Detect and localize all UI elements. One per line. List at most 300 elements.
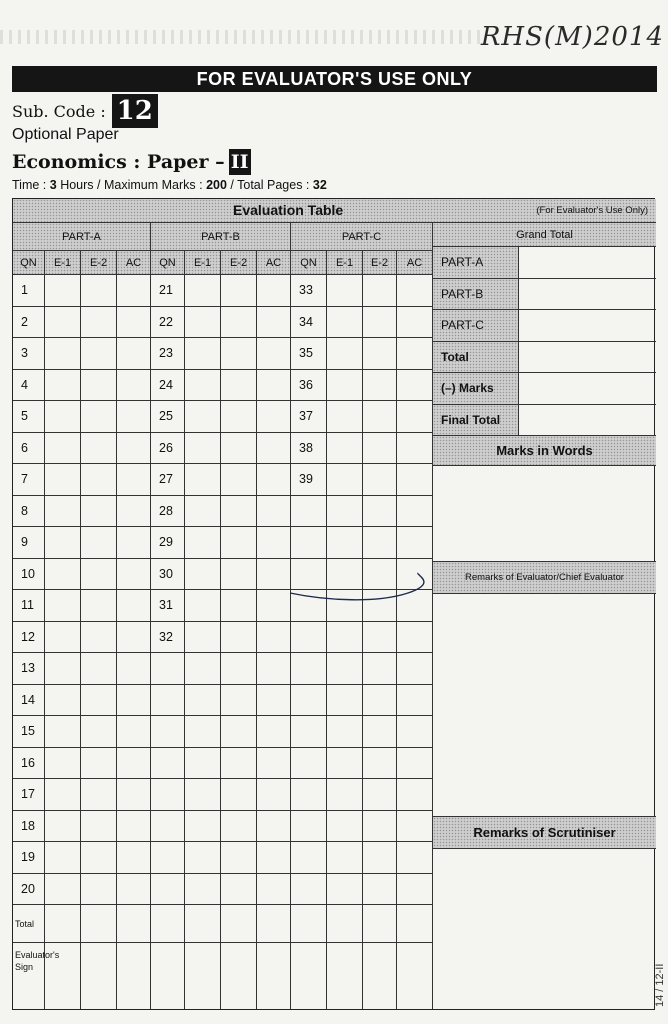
mark-cell[interactable]: [221, 464, 257, 496]
question-number: 39: [291, 464, 327, 496]
question-number: 13: [13, 653, 45, 685]
side-page-code: 14 / 12-II: [654, 963, 666, 1007]
question-number: 4: [13, 370, 45, 402]
total-cell[interactable]: [151, 905, 185, 943]
paper-title: [12, 148, 251, 176]
mark-cell[interactable]: [221, 748, 257, 780]
mark-cell[interactable]: [221, 496, 257, 528]
mark-cell[interactable]: [81, 275, 117, 307]
question-number: 7: [13, 464, 45, 496]
grand-row-label: (–) Marks: [433, 373, 519, 405]
question-number: 23: [151, 338, 185, 370]
mark-cell[interactable]: [397, 811, 433, 843]
total-cell[interactable]: [45, 905, 81, 943]
mark-cell[interactable]: [45, 401, 81, 433]
mark-cell[interactable]: [81, 433, 117, 465]
pen-stroke-mark: [288, 571, 448, 611]
sub-code-box: 12: [112, 94, 158, 128]
mark-cell[interactable]: [185, 842, 221, 874]
mark-cell[interactable]: [221, 874, 257, 906]
grand-row-label: PART-A: [433, 247, 519, 279]
mark-cell[interactable]: [397, 685, 433, 717]
mark-cell[interactable]: [45, 527, 81, 559]
mark-cell[interactable]: [257, 748, 291, 780]
mark-cell[interactable]: [363, 874, 397, 906]
question-number: [291, 527, 327, 559]
mark-cell[interactable]: [117, 622, 151, 654]
mark-cell[interactable]: [45, 433, 81, 465]
mark-cell[interactable]: [397, 275, 433, 307]
mark-cell[interactable]: [397, 433, 433, 465]
question-number: 18: [13, 811, 45, 843]
mark-cell[interactable]: [185, 811, 221, 843]
total-cell[interactable]: [327, 905, 363, 943]
mark-cell[interactable]: [185, 716, 221, 748]
remarks-scrutiniser-header: Remarks of Scrutiniser: [433, 817, 656, 849]
mark-cell[interactable]: [327, 464, 363, 496]
mark-cell[interactable]: [257, 622, 291, 654]
column-header-e-2: E-2: [363, 251, 397, 275]
question-number: 34: [291, 307, 327, 339]
evaluator-sign-label: Evaluator's Sign: [13, 943, 45, 1009]
evaluation-table: [12, 198, 655, 1010]
mark-cell[interactable]: [397, 779, 433, 811]
question-number: [291, 842, 327, 874]
mark-cell[interactable]: [45, 653, 81, 685]
mark-cell[interactable]: [185, 779, 221, 811]
mark-cell[interactable]: [221, 559, 257, 591]
mark-cell[interactable]: [81, 622, 117, 654]
mark-cell[interactable]: [363, 748, 397, 780]
question-number: [291, 496, 327, 528]
sign-cell[interactable]: [45, 943, 81, 1009]
mark-cell[interactable]: [185, 748, 221, 780]
mark-cell[interactable]: [257, 370, 291, 402]
mark-cell[interactable]: [185, 401, 221, 433]
question-number: 1: [13, 275, 45, 307]
question-number: 27: [151, 464, 185, 496]
mark-cell[interactable]: [45, 307, 81, 339]
mark-cell[interactable]: [327, 370, 363, 402]
mark-cell[interactable]: [81, 779, 117, 811]
question-number: 10: [13, 559, 45, 591]
mark-cell[interactable]: [363, 338, 397, 370]
grand-total-header: Grand Total: [433, 223, 656, 247]
question-number: 8: [13, 496, 45, 528]
question-number: 22: [151, 307, 185, 339]
mark-cell[interactable]: [81, 874, 117, 906]
total-cell[interactable]: [81, 905, 117, 943]
question-number: [151, 653, 185, 685]
mark-cell[interactable]: [257, 464, 291, 496]
mark-cell[interactable]: [185, 527, 221, 559]
mark-cell[interactable]: [117, 874, 151, 906]
mark-cell[interactable]: [221, 622, 257, 654]
remarks-evaluator-field[interactable]: [433, 594, 656, 817]
sign-cell[interactable]: [363, 943, 397, 1009]
mark-cell[interactable]: [327, 748, 363, 780]
mark-cell[interactable]: [257, 653, 291, 685]
mark-cell[interactable]: [45, 496, 81, 528]
mark-cell[interactable]: [117, 842, 151, 874]
mark-cell[interactable]: [257, 307, 291, 339]
mark-cell[interactable]: [45, 275, 81, 307]
mark-cell[interactable]: [327, 874, 363, 906]
mark-cell[interactable]: [117, 653, 151, 685]
mark-cell[interactable]: [257, 874, 291, 906]
question-number: [291, 874, 327, 906]
mark-cell[interactable]: [117, 401, 151, 433]
total-pages-value: 32: [312, 178, 327, 192]
sub-code-label: Sub. Code :: [12, 101, 106, 121]
grand-row-label: Total: [433, 342, 519, 374]
question-number: 11: [13, 590, 45, 622]
question-number: 19: [13, 842, 45, 874]
sign-cell[interactable]: [291, 943, 327, 1009]
mark-cell[interactable]: [81, 811, 117, 843]
mark-cell[interactable]: [185, 653, 221, 685]
sign-cell[interactable]: [151, 943, 185, 1009]
evaluation-table-title: Evaluation Table: [233, 202, 344, 218]
mark-cell[interactable]: [185, 275, 221, 307]
mark-cell[interactable]: [117, 433, 151, 465]
part-header-1: PART-A: [13, 223, 151, 251]
mark-cell[interactable]: [363, 527, 397, 559]
question-number: 16: [13, 748, 45, 780]
mark-cell[interactable]: [117, 496, 151, 528]
question-number: 28: [151, 496, 185, 528]
mark-cell[interactable]: [257, 716, 291, 748]
question-number: [291, 811, 327, 843]
mark-cell[interactable]: [363, 779, 397, 811]
mark-cell[interactable]: [327, 527, 363, 559]
mark-cell[interactable]: [221, 338, 257, 370]
mark-cell[interactable]: [397, 527, 433, 559]
grand-row-label: PART-B: [433, 279, 519, 311]
mark-cell[interactable]: [81, 842, 117, 874]
mark-cell[interactable]: [45, 338, 81, 370]
mark-cell[interactable]: [397, 370, 433, 402]
question-number: 32: [151, 622, 185, 654]
mark-cell[interactable]: [257, 401, 291, 433]
mark-cell[interactable]: [397, 716, 433, 748]
question-number: [151, 685, 185, 717]
mark-cell[interactable]: [117, 590, 151, 622]
mark-cell[interactable]: [257, 685, 291, 717]
time-value: 3: [49, 178, 57, 192]
mark-cell[interactable]: [45, 811, 81, 843]
remarks-scrutiniser-field[interactable]: [433, 849, 656, 1008]
column-header-qn: QN: [151, 251, 185, 275]
question-number: 38: [291, 433, 327, 465]
mark-cell[interactable]: [45, 779, 81, 811]
sub-code-row: [12, 94, 158, 128]
mark-cell[interactable]: [185, 464, 221, 496]
question-number: 14: [13, 685, 45, 717]
mark-cell[interactable]: [117, 685, 151, 717]
faint-print-smudge: [0, 30, 480, 44]
mark-cell[interactable]: [45, 748, 81, 780]
question-number: 5: [13, 401, 45, 433]
mark-cell[interactable]: [327, 622, 363, 654]
question-number: 25: [151, 401, 185, 433]
mark-cell[interactable]: [81, 496, 117, 528]
column-header-e-1: E-1: [185, 251, 221, 275]
evaluator-banner: FOR EVALUATOR'S USE ONLY: [12, 66, 657, 92]
grand-row-value[interactable]: [519, 373, 656, 405]
total-cell[interactable]: [257, 905, 291, 943]
mark-cell[interactable]: [45, 716, 81, 748]
mark-cell[interactable]: [81, 590, 117, 622]
question-number: [151, 842, 185, 874]
mark-cell[interactable]: [117, 275, 151, 307]
mark-cell[interactable]: [397, 307, 433, 339]
question-number: 36: [291, 370, 327, 402]
mark-cell[interactable]: [363, 842, 397, 874]
mark-cell[interactable]: [257, 811, 291, 843]
mark-cell[interactable]: [363, 433, 397, 465]
mark-cell[interactable]: [363, 653, 397, 685]
mark-cell[interactable]: [81, 748, 117, 780]
mark-cell[interactable]: [363, 401, 397, 433]
total-cell[interactable]: [221, 905, 257, 943]
mark-cell[interactable]: [257, 275, 291, 307]
mark-cell[interactable]: [327, 307, 363, 339]
grand-row-value[interactable]: [519, 405, 656, 437]
mark-cell[interactable]: [81, 716, 117, 748]
question-number: 12: [13, 622, 45, 654]
mark-cell[interactable]: [45, 464, 81, 496]
mark-cell[interactable]: [257, 338, 291, 370]
total-pages-label: / Total Pages :: [230, 178, 310, 192]
mark-cell[interactable]: [185, 307, 221, 339]
mark-cell[interactable]: [45, 874, 81, 906]
mark-cell[interactable]: [397, 464, 433, 496]
mark-cell[interactable]: [221, 275, 257, 307]
mark-cell[interactable]: [221, 811, 257, 843]
mark-cell[interactable]: [185, 338, 221, 370]
mark-cell[interactable]: [397, 622, 433, 654]
mark-cell[interactable]: [81, 559, 117, 591]
mark-cell[interactable]: [117, 307, 151, 339]
question-number: [291, 716, 327, 748]
mark-cell[interactable]: [117, 338, 151, 370]
mark-cell[interactable]: [221, 685, 257, 717]
question-number: 9: [13, 527, 45, 559]
paper-title-text: Economics : Paper –: [12, 151, 225, 173]
mark-cell[interactable]: [185, 622, 221, 654]
total-cell[interactable]: [397, 905, 433, 943]
sign-cell[interactable]: [257, 943, 291, 1009]
max-marks-label: Hours / Maximum Marks :: [60, 178, 203, 192]
sign-cell[interactable]: [185, 943, 221, 1009]
mark-cell[interactable]: [327, 779, 363, 811]
mark-cell[interactable]: [327, 433, 363, 465]
mark-cell[interactable]: [45, 842, 81, 874]
mark-cell[interactable]: [117, 464, 151, 496]
mark-cell[interactable]: [327, 338, 363, 370]
mark-cell[interactable]: [397, 338, 433, 370]
mark-cell[interactable]: [81, 527, 117, 559]
remarks-evaluator-header: Remarks of Evaluator/Chief Evaluator: [433, 562, 656, 594]
grand-row-value[interactable]: [519, 342, 656, 374]
total-cell[interactable]: [291, 905, 327, 943]
mark-cell[interactable]: [363, 496, 397, 528]
mark-cell[interactable]: [185, 433, 221, 465]
mark-cell[interactable]: [81, 307, 117, 339]
part-header-2: PART-B: [151, 223, 291, 251]
mark-cell[interactable]: [81, 338, 117, 370]
mark-cell[interactable]: [257, 496, 291, 528]
question-number: 30: [151, 559, 185, 591]
column-header-e-2: E-2: [221, 251, 257, 275]
total-cell[interactable]: [185, 905, 221, 943]
question-number: [291, 622, 327, 654]
question-number: 20: [13, 874, 45, 906]
mark-cell[interactable]: [117, 370, 151, 402]
mark-cell[interactable]: [221, 307, 257, 339]
sign-cell[interactable]: [397, 943, 433, 1009]
mark-cell[interactable]: [117, 811, 151, 843]
question-number: 35: [291, 338, 327, 370]
mark-cell[interactable]: [397, 496, 433, 528]
sign-cell[interactable]: [117, 943, 151, 1009]
mark-cell[interactable]: [221, 433, 257, 465]
question-number: 31: [151, 590, 185, 622]
question-number: [291, 779, 327, 811]
mark-cell[interactable]: [221, 842, 257, 874]
mark-cell[interactable]: [185, 685, 221, 717]
question-number: 29: [151, 527, 185, 559]
mark-cell[interactable]: [363, 464, 397, 496]
column-header-qn: QN: [291, 251, 327, 275]
question-number: 21: [151, 275, 185, 307]
mark-cell[interactable]: [257, 559, 291, 591]
mark-cell[interactable]: [257, 842, 291, 874]
mark-cell[interactable]: [221, 716, 257, 748]
mark-cell[interactable]: [257, 433, 291, 465]
question-number: 15: [13, 716, 45, 748]
mark-cell[interactable]: [327, 716, 363, 748]
sign-cell[interactable]: [221, 943, 257, 1009]
mark-cell[interactable]: [185, 370, 221, 402]
question-number: 33: [291, 275, 327, 307]
question-number: [151, 811, 185, 843]
optional-paper-label: Optional Paper: [12, 126, 119, 143]
grand-row-label: PART-C: [433, 310, 519, 342]
mark-cell[interactable]: [45, 685, 81, 717]
mark-cell[interactable]: [327, 275, 363, 307]
column-header-e-1: E-1: [327, 251, 363, 275]
mark-cell[interactable]: [327, 685, 363, 717]
mark-cell[interactable]: [45, 622, 81, 654]
mark-cell[interactable]: [221, 653, 257, 685]
mark-cell[interactable]: [185, 590, 221, 622]
total-cell[interactable]: [363, 905, 397, 943]
grand-row-value[interactable]: [519, 279, 656, 311]
mark-cell[interactable]: [397, 874, 433, 906]
mark-cell[interactable]: [81, 653, 117, 685]
total-cell[interactable]: [117, 905, 151, 943]
mark-cell[interactable]: [81, 464, 117, 496]
mark-cell[interactable]: [81, 685, 117, 717]
mark-cell[interactable]: [327, 811, 363, 843]
evaluation-table-note: (For Evaluator's Use Only): [536, 205, 648, 216]
mark-cell[interactable]: [363, 275, 397, 307]
mark-cell[interactable]: [45, 559, 81, 591]
mark-cell[interactable]: [221, 370, 257, 402]
handwritten-code: RHS(M)2014: [480, 22, 664, 52]
mark-cell[interactable]: [327, 653, 363, 685]
mark-cell[interactable]: [363, 307, 397, 339]
mark-cell[interactable]: [327, 842, 363, 874]
mark-cell[interactable]: [185, 874, 221, 906]
marks-in-words-field[interactable]: [433, 466, 656, 562]
mark-cell[interactable]: [81, 401, 117, 433]
grand-row-label: Final Total: [433, 405, 519, 437]
part-header-3: PART-C: [291, 223, 433, 251]
grand-row-value[interactable]: [519, 310, 656, 342]
column-header-ac: AC: [117, 251, 151, 275]
mark-cell[interactable]: [363, 622, 397, 654]
mark-cell[interactable]: [397, 401, 433, 433]
question-number: 37: [291, 401, 327, 433]
mark-cell[interactable]: [257, 779, 291, 811]
sign-cell[interactable]: [327, 943, 363, 1009]
question-number: 24: [151, 370, 185, 402]
mark-cell[interactable]: [363, 716, 397, 748]
mark-cell[interactable]: [45, 590, 81, 622]
mark-cell[interactable]: [397, 748, 433, 780]
column-header-qn: QN: [13, 251, 45, 275]
mark-cell[interactable]: [221, 401, 257, 433]
mark-cell[interactable]: [185, 559, 221, 591]
question-number: [291, 685, 327, 717]
mark-cell[interactable]: [117, 527, 151, 559]
mark-cell[interactable]: [117, 716, 151, 748]
mark-cell[interactable]: [117, 559, 151, 591]
mark-cell[interactable]: [327, 496, 363, 528]
max-marks-value: 200: [206, 178, 227, 192]
mark-cell[interactable]: [185, 496, 221, 528]
mark-cell[interactable]: [117, 748, 151, 780]
sign-cell[interactable]: [81, 943, 117, 1009]
evaluation-table-title-bar: [13, 199, 656, 223]
mark-cell[interactable]: [257, 590, 291, 622]
mark-cell[interactable]: [221, 527, 257, 559]
total-label: Total: [13, 905, 45, 943]
column-header-e-2: E-2: [81, 251, 117, 275]
mark-cell[interactable]: [221, 590, 257, 622]
exam-meta: [12, 178, 327, 192]
mark-cell[interactable]: [363, 811, 397, 843]
column-header-ac: AC: [257, 251, 291, 275]
grand-row-value[interactable]: [519, 247, 656, 279]
mark-cell[interactable]: [117, 779, 151, 811]
mark-cell[interactable]: [397, 842, 433, 874]
mark-cell[interactable]: [81, 370, 117, 402]
mark-cell[interactable]: [257, 527, 291, 559]
mark-cell[interactable]: [221, 779, 257, 811]
mark-cell[interactable]: [45, 370, 81, 402]
paper-number-box: II: [229, 149, 251, 175]
mark-cell[interactable]: [363, 685, 397, 717]
mark-cell[interactable]: [327, 401, 363, 433]
question-number: 6: [13, 433, 45, 465]
column-header-ac: AC: [397, 251, 433, 275]
mark-cell[interactable]: [397, 653, 433, 685]
mark-cell[interactable]: [363, 370, 397, 402]
